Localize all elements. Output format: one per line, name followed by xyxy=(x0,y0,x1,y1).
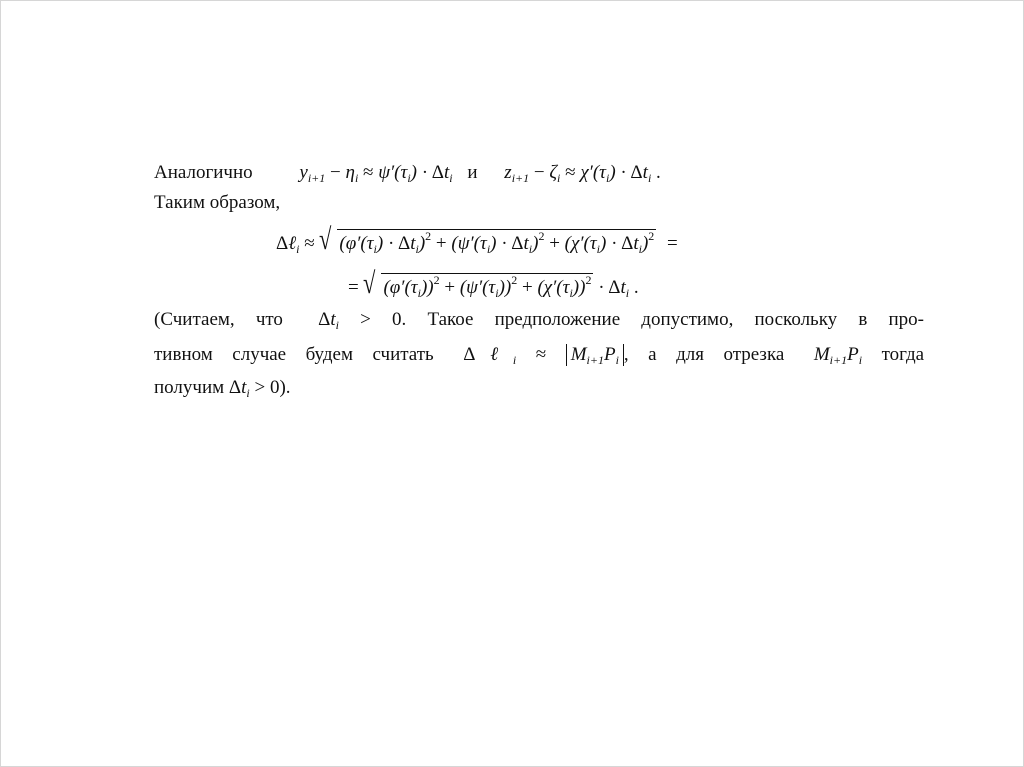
formula-dt-positive-2: $\Delta t_i > 0$ xyxy=(228,377,280,400)
sqrt-expression-1: √ $(\varphi'(\tau_i) \cdot \Delta t_i)^2 + (\psi'(\tau_i) \cdot \Delta t_i)^2 + (\chi'(\tau_i) \cdot \Delta t_i)^2$ xyxy=(319,223,655,256)
formula-arc-length-simplified: = √ $(\varphi'(\tau_i))^2 + (\psi'(\tau_i))^2 + (\chi'(\tau_i))^2 \cdot \Delta t_i$ . xyxy=(348,267,639,300)
para-text-1a: (Считаем, что xyxy=(154,309,283,330)
para-line-1 xyxy=(154,308,924,332)
para-line-2 xyxy=(154,343,924,367)
formula-dt-positive: $\Delta t_i > 0$ xyxy=(318,309,402,332)
para-text-3b: ). xyxy=(279,377,291,398)
sqrt-expression-2: √ $(\varphi'(\tau_i))^2 + (\psi'(\tau_i))^2 + (\chi'(\tau_i))^2$ xyxy=(363,267,592,300)
formula-arc-length: Δℓ$_i$ ≈ √ $(\varphi'(\tau_i) \cdot \Delta t_i)^2 + (\psi'(\tau_i) \cdot \Delta t_i)^2 + (\chi'(\tau_i) \cdot \Delta t_i)^2$ = xyxy=(276,223,678,256)
para-text-2a: тивном случае будем считать xyxy=(154,344,434,365)
word-analogichno: Аналогично xyxy=(154,162,253,183)
word-and: и xyxy=(467,162,478,183)
formula-abs-segment: Δℓ$_i$ ≈ $M_{i+1}P_i$ xyxy=(463,344,624,365)
para-text-2c: тогда xyxy=(881,344,925,365)
para-text-1b: . Такое предположение допустимо, поскольку в про- xyxy=(401,309,924,330)
formula-segment: $M_{i+1}P_i$ xyxy=(813,344,863,367)
para-text-3a: получим xyxy=(154,377,225,398)
line-takim-obrazom: Таким образом, xyxy=(154,192,281,213)
para-line-3 xyxy=(154,376,291,400)
formula-y-increment: $y_{i+1} - \eta_i \approx \psi'(\tau_i) \cdot \Delta t_i$ xyxy=(299,162,453,185)
para-text-2b: , а для отрезка xyxy=(623,344,785,365)
formula-z-increment: $z_{i+1} - \zeta_i \approx \chi'(\tau_i) \cdot \Delta t_i$ . xyxy=(504,162,661,185)
line-analogichno xyxy=(154,161,661,185)
